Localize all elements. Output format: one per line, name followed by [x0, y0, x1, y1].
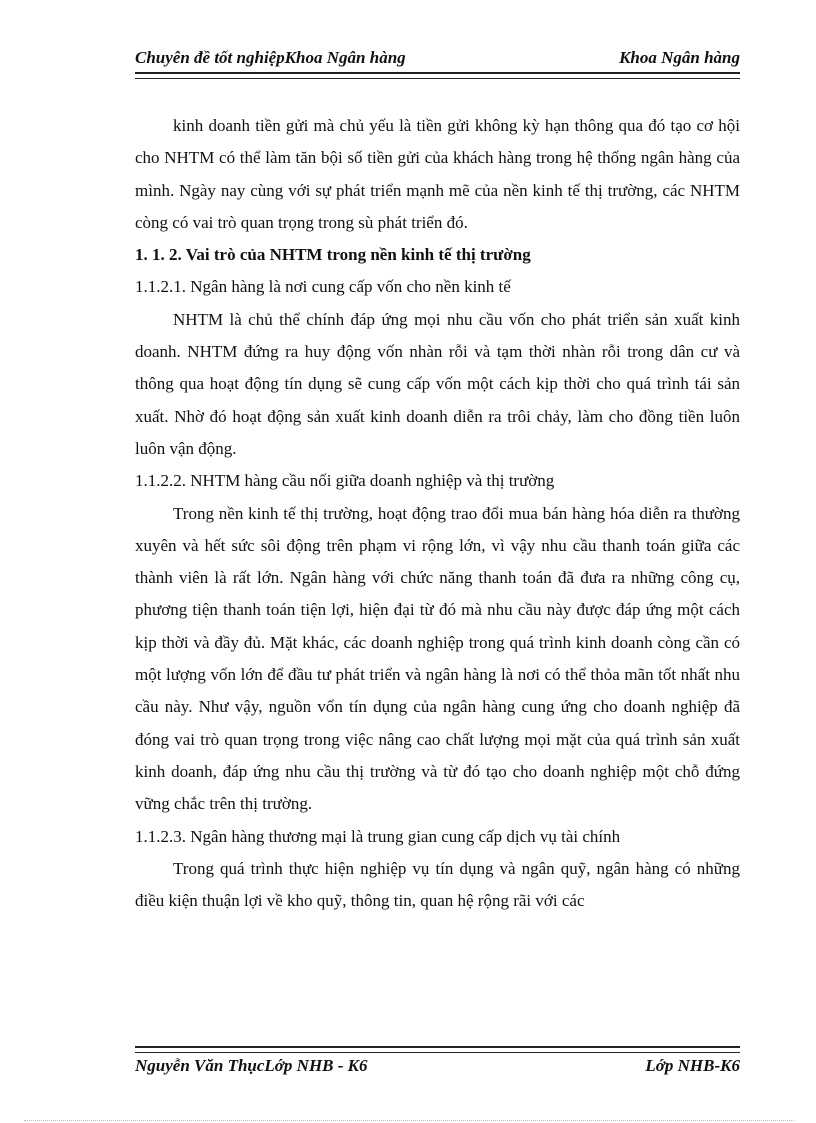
subsection-heading-1-1-2-2: 1.1.2.2. NHTM hàng cầu nối giữa doanh nghiệp và thị trường: [135, 471, 555, 491]
paragraph-3: Trong nền kinh tế thị trường, hoạt động trao đổi mua bán hàng hóa diễn ra thường xuyên và hết sức sôi động trên phạm vi rộng lớn, vì vậy nhu cầu thanh toán giữa các thành viên là rất lớn. Ngân hàng với chức năng thanh toán đã đưa ra những công cụ, phương tiện thanh toán tiện lợi, hiện đại từ đó mà nhu cầu này được đáp ứng một cách kịp thời và đầy đủ. Mặt khác, các doanh nghiệp trong quá trình kinh doanh còng cần có một lượng vốn lớn để đầu tư phát triển và ngân hàng là nơi có thể thỏa mãn tốt nhất nhu cầu này. Như vậy, nguồn vốn tín dụng của ngân hàng cung ứng cho doanh nghiệp đã đóng vai trò quan trọng trong việc nâng cao chất lượng mọi mặt của quá trình sản xuất kinh doanh, đáp ứng nhu cầu thị trường và từ đó tạo cho doanh nghiệp một chỗ đứng vững chắc trên thị trường.: [135, 503, 740, 814]
subsection-heading-1-1-2-3: 1.1.2.3. Ngân hàng thương mại là trung gian cung cấp dịch vụ tài chính: [135, 826, 621, 846]
subsection-heading-1-1-2-1: 1.1.2.1. Ngân hàng là nơi cung cấp vốn cho nền kinh tế: [135, 277, 511, 297]
page-edge-dotted-line: [24, 1120, 794, 1121]
paragraph-4: Trong quá trình thực hiện nghiệp vụ tín dụng và ngân quỹ, ngân hàng có những điều kiện thuận lợi về kho quỹ, thông tin, quan hệ rộng rãi với các: [135, 858, 740, 911]
paragraph-2: NHTM là chủ thể chính đáp ứng mọi nhu cầu vốn cho phát triển sản xuất kinh doanh. NHTM đứng ra huy động vốn nhàn rỗi và tạm thời nhàn rỗi trong dân cư và thông qua hoạt động tín dụng sẽ cung cấp vốn một cách kịp thời cho quá trình tái sản xuất. Nhờ đó hoạt động sản xuất kinh doanh diễn ra trôi chảy, làm cho đồng tiền luôn luôn vận động.: [135, 309, 740, 458]
header-left-text: Chuyên đề tốt nghiệpKhoa Ngân hàng: [135, 48, 406, 67]
paragraph-1: kinh doanh tiền gửi mà chủ yếu là tiền gửi không kỳ hạn thông qua đó tạo cơ hội cho NHTM có thể làm tăn bội số tiền gửi của khách hàng trong hệ thống ngân hàng của mình. Ngày nay cùng với sự phát triển mạnh mẽ của nền kinh tế thị trường, các NHTM còng có vai trò quan trọng trong sù phát triển đó.: [135, 116, 740, 232]
footer-divider: [135, 1046, 740, 1053]
section-heading-1-1-2: 1. 1. 2. Vai trò của NHTM trong nền kinh tế thị trường: [135, 245, 531, 265]
page-footer: [135, 1056, 740, 1082]
header-divider: [135, 72, 740, 79]
footer-right-text: Lớp NHB-K6: [645, 1056, 740, 1075]
header-right-text: Khoa Ngân hàng: [619, 48, 740, 67]
page-header: [135, 46, 740, 72]
footer-left-text: Nguyễn Văn ThụcLớp NHB - K6: [135, 1056, 368, 1075]
document-body: [135, 110, 740, 917]
